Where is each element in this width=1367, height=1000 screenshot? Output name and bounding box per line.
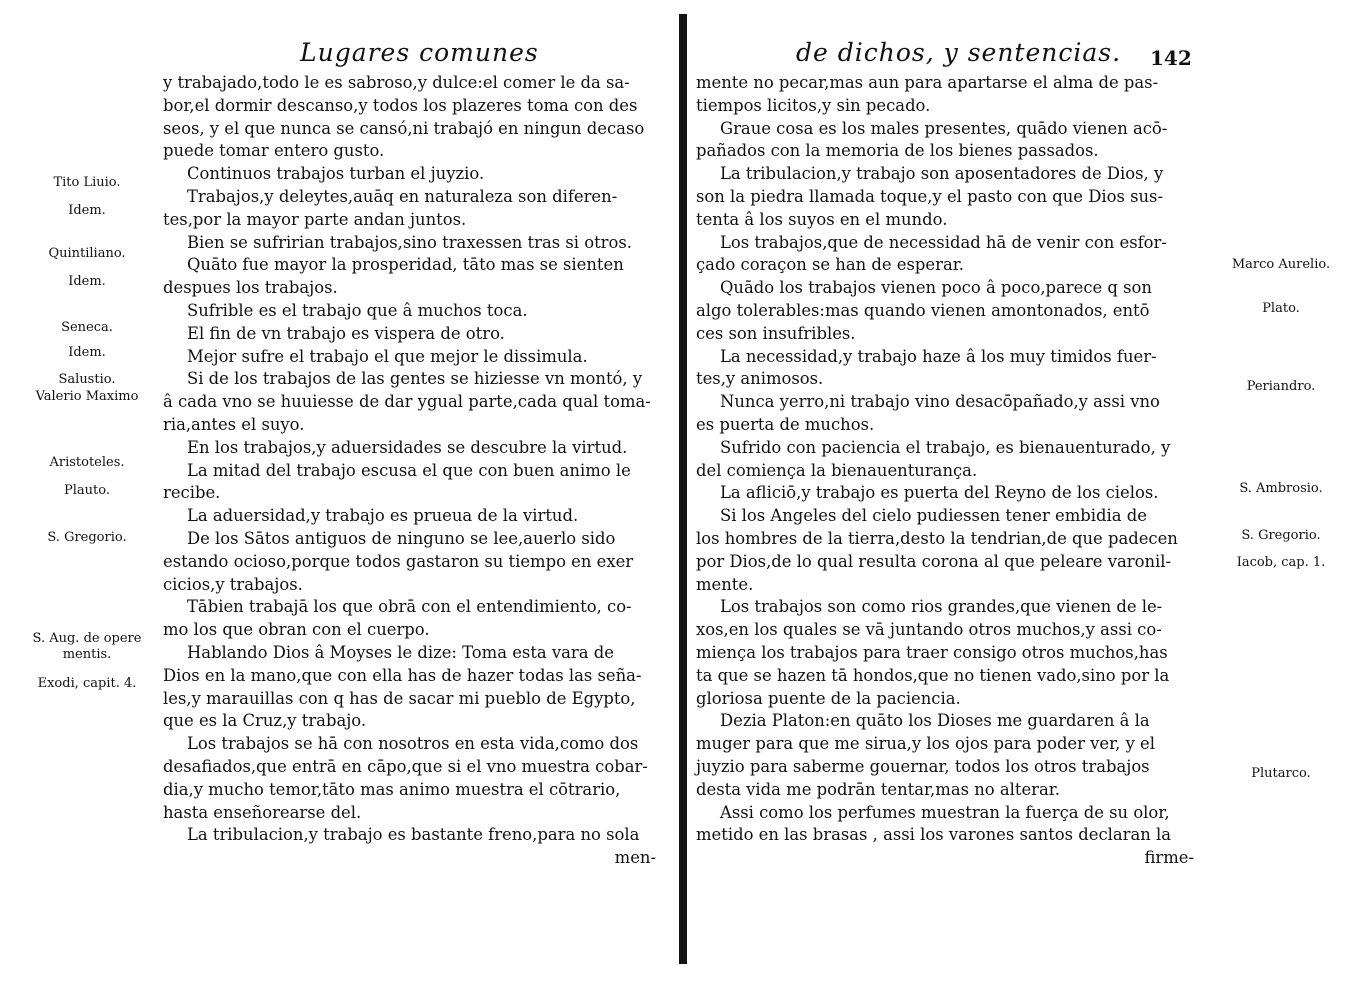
margin-note: S. Gregorio. <box>1241 528 1321 543</box>
margin-note: Idem. <box>68 274 106 289</box>
text-line: â cada vno se huuiesse de dar ygual parte,cada qual toma- <box>163 392 651 412</box>
margin-note: Plato. <box>1262 301 1300 316</box>
text-line: Dezia Platon:en quāto los Dioses me guardaren â la <box>720 711 1150 731</box>
margin-note: Salustio. <box>58 372 116 387</box>
text-line: xos,en los quales se vā juntando otros muchos,y assi co- <box>696 620 1162 640</box>
margin-note: Plauto. <box>64 483 110 498</box>
text-line: tenta â los suyos en el mundo. <box>696 209 948 229</box>
text-line: De los Sātos antiguos de ninguno se lee,auerlo sido <box>187 528 616 548</box>
text-line: los hombres de la tierra,desto la tendrian,de que padecen <box>696 528 1178 548</box>
margin-note: Seneca. <box>61 320 113 335</box>
right-running-head: de dichos, y sentencias. <box>796 38 1122 67</box>
text-line: pañados con la memoria de los bienes passados. <box>696 141 1099 161</box>
margin-note: Idem. <box>68 203 106 218</box>
text-line: algo tolerables:mas quando vienen amontonados, entō <box>696 300 1150 320</box>
catchword: men- <box>614 848 656 868</box>
text-line: bor,el dormir descanso,y todos los plazeres toma con des <box>163 95 638 115</box>
text-line: desafiados,que entrā en cāpo,que si el vno muestra cobar- <box>163 756 648 776</box>
text-line: Mejor sufre el trabajo el que mejor le dissimula. <box>187 346 588 366</box>
margin-note: Idem. <box>68 345 106 360</box>
text-line: Hablando Dios â Moyses le dize: Toma esta vara de <box>187 642 614 662</box>
text-line: Si de los trabajos de las gentes se hiziesse vn montó, y <box>187 369 643 389</box>
text-line: En los trabajos,y aduersidades se descubre la virtud. <box>187 437 628 457</box>
text-line: son la piedra llamada toque,y el pasto con que Dios sus- <box>696 186 1163 206</box>
text-line: Dios en la mano,que con ella has de hazer todas las seña- <box>163 665 642 685</box>
text-line: çado coraçon se han de esperar. <box>696 255 964 275</box>
page-number: 142 <box>1150 46 1192 70</box>
text-line: ta que se hazen tā hondos,que no tienen vado,sino por la <box>696 665 1170 685</box>
text-line: mente no pecar,mas aun para apartarse el alma de pas- <box>696 73 1159 92</box>
text-line: juyzio para saberme gouernar, todos los otros trabajos <box>696 756 1150 776</box>
text-line: Los trabajos se hā con nosotros en esta vida,como dos <box>187 734 639 754</box>
text-line: Trabajos,y deleytes,auāq en naturaleza son diferen- <box>187 186 618 206</box>
text-line: dia,y mucho temor,tāto mas animo muestra el cōtrario, <box>163 779 621 799</box>
text-line: muger para que me sirua,y los ojos para poder ver, y el <box>696 734 1156 754</box>
text-line: Sufrido con paciencia el trabajo, es bienauenturado, y <box>720 437 1171 457</box>
text-line: por Dios,de lo qual resulta corona al que peleare varonil- <box>696 551 1172 571</box>
margin-note: Iacob, cap. 1. <box>1236 555 1326 570</box>
text-line: La necessidad,y trabajo haze â los muy timidos fuer- <box>720 346 1157 366</box>
text-line: Bien se sufririan trabajos,sino traxessen tras si otros. <box>187 232 633 252</box>
text-line: El fin de vn trabajo es vispera de otro. <box>187 323 505 343</box>
text-line: Los trabajos,que de necessidad hā de venir con esfor- <box>720 232 1167 252</box>
text-line: gloriosa puente de la paciencia. <box>696 688 961 708</box>
text-line: y trabajado,todo le es sabroso,y dulce:el comer le da sa- <box>163 73 630 92</box>
margin-note: Plutarco. <box>1251 766 1311 781</box>
text-line: metido en las brasas , assi los varones santos declaran la <box>696 825 1172 845</box>
text-line: Sufrible es el trabajo que â muchos toca. <box>187 300 528 320</box>
margin-note: S. Gregorio. <box>47 530 127 545</box>
text-line: tiempos licitos,y sin pecado. <box>696 95 931 115</box>
text-line: La aduersidad,y trabajo es prueua de la virtud. <box>187 506 579 526</box>
text-line: cicios,y trabajos. <box>163 574 303 594</box>
text-line: despues los trabajos. <box>163 278 338 298</box>
text-line: Los trabajos son como rios grandes,que vienen de le- <box>720 597 1163 617</box>
right-body-text <box>696 72 1198 870</box>
text-line: puede tomar entero gusto. <box>163 141 385 161</box>
text-line: recibe. <box>163 483 221 503</box>
text-line: Quādo los trabajos vienen poco â poco,parece q son <box>720 278 1152 298</box>
text-line: La afliciō,y trabajo es puerta del Reyno de los cielos. <box>720 483 1159 503</box>
text-line: La tribulacion,y trabajo son aposentadores de Dios, y <box>720 164 1164 184</box>
right-page <box>690 0 1367 1000</box>
text-line: hasta enseñorearse del. <box>163 802 362 822</box>
text-line: La tribulacion,y trabajo es bastante freno,para no sola <box>187 825 640 845</box>
text-line: mo los que obran con el cuerpo. <box>163 620 430 640</box>
text-line: estando ocioso,porque todos gastaron su tiempo en exer <box>163 551 634 571</box>
margin-note: Quintiliano. <box>48 246 126 261</box>
margin-note: mentis. <box>62 647 112 662</box>
text-line: Nunca yerro,ni trabajo vino desacōpañado,y assi vno <box>720 392 1160 412</box>
book-gutter <box>679 14 687 964</box>
text-line: desta vida me podrān tentar,mas no alterar. <box>696 779 1060 799</box>
text-line: La mitad del trabajo escusa el que con buen animo le <box>187 460 631 480</box>
margin-note: Exodi, capit. 4. <box>37 676 137 691</box>
text-line: miença los trabajos para traer consigo otros muchos,has <box>696 642 1168 662</box>
text-line: tes,y animosos. <box>696 369 824 389</box>
text-line: ria,antes el suyo. <box>163 414 305 434</box>
text-line: les,y marauillas con q has de sacar mi pueblo de Egypto, <box>163 688 636 708</box>
margin-note: Tito Liuio. <box>53 175 121 190</box>
margin-note: S. Aug. de opere <box>32 631 142 646</box>
text-line: Quāto fue mayor la prosperidad, tāto mas se sienten <box>187 255 624 275</box>
margin-note: Aristoteles. <box>49 455 125 470</box>
margin-note: S. Ambrosio. <box>1239 481 1323 496</box>
text-line: del comiença la bienauenturança. <box>696 460 978 480</box>
text-line: que es la Cruz,y trabajo. <box>163 711 367 731</box>
text-line: Assi como los perfumes muestran la fuerça de su olor, <box>720 802 1170 822</box>
text-line: es puerta de muchos. <box>696 414 875 434</box>
text-line: Si los Angeles del cielo pudiessen tener embidia de <box>720 506 1147 526</box>
text-line: ces son insufribles. <box>696 323 856 343</box>
text-line: Graue cosa es los males presentes, quādo vienen acō- <box>720 118 1168 138</box>
text-line: Tābien trabajā los que obrā con el entendimiento, co- <box>187 597 632 617</box>
catchword: firme- <box>1144 848 1194 868</box>
margin-note: Periandro. <box>1246 379 1316 394</box>
text-line: Continuos trabajos turban el juyzio. <box>187 164 485 184</box>
left-running-head: Lugares comunes <box>300 38 539 67</box>
text-line: seos, y el que nunca se cansó,ni trabajó en ningun decaso <box>163 118 645 138</box>
left-body-text <box>163 72 660 870</box>
left-page <box>0 0 676 1000</box>
margin-note: Marco Aurelio. <box>1231 257 1331 272</box>
margin-note: Valerio Maximo <box>35 389 139 404</box>
text-line: tes,por la mayor parte andan juntos. <box>163 209 467 229</box>
text-line: mente. <box>696 574 754 594</box>
